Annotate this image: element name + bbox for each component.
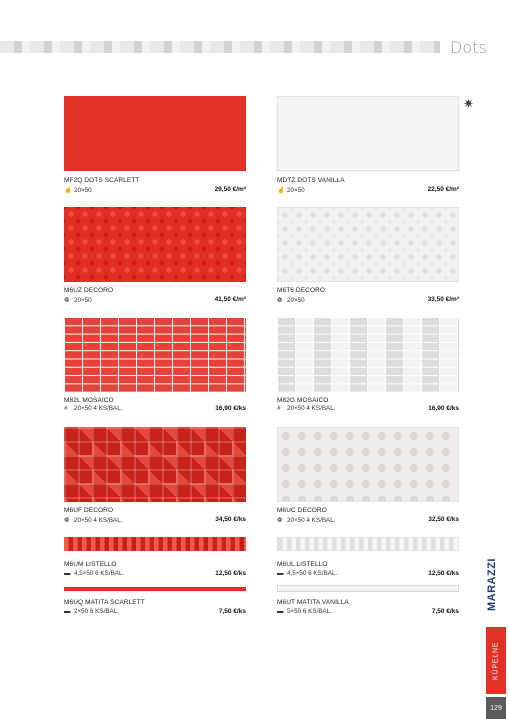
product-spec: ☝ 20×50: [64, 187, 92, 194]
brand-logo: MARAZZI: [486, 558, 498, 612]
product-code: M6UQ MATITA SCARLETT: [64, 599, 145, 606]
decor-icon: ❁: [64, 517, 70, 524]
hand-icon: ☝: [277, 187, 286, 194]
product-code: M6T6 DECORO: [277, 287, 326, 294]
product-spec: ❁ 20×50: [64, 297, 92, 304]
product-price: 12,50 €/ks: [428, 570, 459, 577]
product-spec: ▬ 5×50 6 KS/BAL.: [277, 608, 332, 615]
product-code: M6UL LISTELLO: [277, 561, 328, 568]
tile-decoro-white: [277, 207, 459, 282]
header-pattern-band: [0, 41, 440, 53]
product-price: 41,50 €/m²: [214, 296, 246, 303]
page-number: 129: [486, 697, 506, 719]
product-spec: ▬ 4,5×50 6 KS/BAL.: [64, 570, 125, 577]
product-price: 7,50 €/ks: [218, 608, 246, 615]
tile-mosaico-red: [64, 317, 246, 392]
product-price: 34,50 €/ks: [215, 516, 246, 523]
product-price: 16,90 €/ks: [428, 405, 459, 412]
product-code: M6UF DECORO: [64, 507, 114, 514]
border-icon: ▬: [64, 570, 71, 577]
product-spec: ▬ 4,5×50 6 KS/BAL.: [277, 570, 338, 577]
section-tab: KÚPEĽNE: [486, 627, 506, 694]
product-spec: ❁ 20×50 4 KS/BAL.: [64, 517, 123, 524]
tile-listello-red: [64, 537, 246, 551]
product-spec: ❁ 20×50 4 KS/BAL.: [277, 517, 336, 524]
tile-dots-vanilla: [277, 96, 459, 171]
border-icon: ▬: [277, 570, 284, 577]
product-spec: ▬ 2×50 6 KS/BAL.: [64, 608, 119, 615]
star-icon: ✷: [463, 96, 474, 111]
product-price: 29,50 €/m²: [214, 186, 246, 193]
product-spec: # 20×50 4 KS/BAL.: [277, 405, 336, 412]
product-code: M6UM LISTELLO: [64, 561, 117, 568]
decor-icon: ❁: [64, 297, 70, 304]
tile-matita-scarlett: [64, 587, 246, 591]
border-icon: ▬: [277, 608, 284, 615]
product-price: 32,50 €/ks: [428, 516, 459, 523]
tile-dots-scarlett: [64, 96, 246, 171]
product-code: M6UZ DECORO: [64, 287, 114, 294]
product-price: 12,50 €/ks: [215, 570, 246, 577]
product-spec: ❁ 20×50: [277, 297, 305, 304]
product-code: M82G MOSAICO: [277, 397, 329, 404]
decor-icon: ❁: [277, 297, 283, 304]
page-title: Dots: [450, 38, 487, 57]
product-price: 7,50 €/ks: [431, 608, 459, 615]
product-code: M6UT MATITA VANILLA: [277, 599, 349, 606]
tile-decoro-red: [64, 207, 246, 282]
product-spec: ☝ 20×50: [277, 187, 305, 194]
product-code: M6UC DECORO: [277, 507, 327, 514]
grid-icon: #: [277, 405, 281, 412]
hand-icon: ☝: [64, 187, 73, 194]
tile-matita-vanilla: [277, 585, 459, 592]
tile-decoro-white-squares: [277, 427, 459, 502]
grid-icon: #: [64, 405, 68, 412]
product-spec: # 20×50 4 KS/BAL.: [64, 405, 123, 412]
tile-listello-white: [277, 537, 459, 551]
decor-icon: ❁: [277, 517, 283, 524]
product-price: 22,50 €/m²: [427, 186, 459, 193]
product-price: 16,90 €/ks: [215, 405, 246, 412]
product-code: M82L MOSAICO: [64, 397, 114, 404]
tile-decoro-red-squares: [64, 427, 246, 502]
tile-mosaico-white: [277, 317, 459, 392]
product-price: 33,50 €/m²: [427, 296, 459, 303]
product-code: MDTZ DOTS VANILLA: [277, 177, 345, 184]
border-icon: ▬: [64, 608, 71, 615]
product-code: MF2Q DOTS SCARLETT: [64, 177, 140, 184]
